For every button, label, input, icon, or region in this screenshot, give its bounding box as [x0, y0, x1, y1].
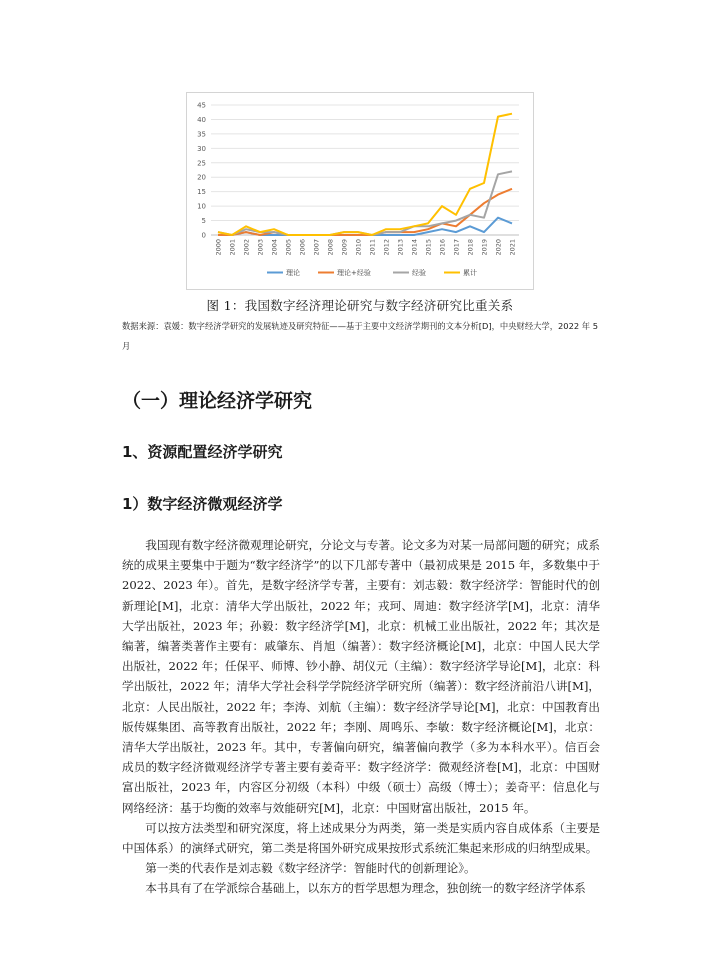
paragraph: 第一类的代表作是刘志毅《数字经济学：智能时代的创新理论》。 [145, 861, 476, 876]
y-tick-label: 45 [197, 101, 206, 110]
x-tick-label: 2020 [494, 239, 503, 256]
x-tick-label: 2014 [410, 239, 419, 256]
legend-label: 经验 [412, 269, 426, 277]
x-tick-label: 2017 [452, 239, 461, 256]
paragraph: 可以按方法类型和研究深度，将上述成果分为两类，第一类是实质内容自成体系（主要是中国体系）的演绎式研究，第二类是将国外研究成果按形式系统汇集起来形成的归纳型成果。 [122, 820, 600, 856]
y-tick-label: 35 [197, 130, 206, 139]
figure-caption: 图 1：我国数字经济理论研究与数字经济研究比重关系 [206, 298, 514, 313]
x-tick-label: 2007 [312, 239, 321, 256]
paragraph: 我国现有数字经济微观理论研究，分论文与专著。论文多为对某一局部问题的研究；成系统的成果主要集中于题为“数字经济学”的以下几部专著中（最初成果是 2015 年，多数集中于 2022、2023 年）。首先，是数字经济学专著，主要有：刘志毅：数字经济学：智能时代的创新理论[M]，北京：清华大学出版社，2022 年；戎珂、周迪：数字经济学[M]，北京：清华大学出版社，2023 年；孙毅：数字经济学[M]，北京：机械工业出版社，2022 年；其次是编著，编著类著作主要有：戚肇东、肖旭（编著）：数字经济概论[M]，北京：中国人民大学出版社，2022 年；任保平、师博、钞小静、胡仪元（主编）：数字经济学导论[M]，北京：科学出版社，2022 年；清华大学社会科学学院经济学研究所（编著）：数字经济前沿八讲[M]，北京：人民出版社，2022 年；李涛、刘航（主编）：数字经济学导论[M]，北京：中国教育出版传媒集团、高等教育出版社，2022 年；李刚、周鸣乐、李敏：数字经济概论[M]，北京：清华大学出版社，2023 年。其中，专著偏向研究，编著偏向教学（多为本科水平）。信百会成员的数字经济微观经济学专著主要有姜奇平：数字经济学：微观经济卷[M]，北京：中国财富出版社，2023 年，内容区分初级（本科）中级（硕士）高级（博士）；姜奇平：信息化与网络经济：基于均衡的效率与效能研究[M]，北京：中国财富出版社，2015 年。 [122, 538, 600, 815]
x-tick-label: 2006 [298, 239, 307, 256]
y-tick-label: 30 [197, 144, 206, 153]
x-tick-label: 2005 [284, 239, 293, 256]
paragraph: 本书具有了在学派综合基础上，以东方的哲学思想为理念，独创统一的数字经济学体系 [145, 881, 586, 896]
figure-source: 数据来源：袁媛：数字经济学研究的发展轨迹及研究特征——基于主要中文经济学期刊的文本分析[D]，中央财经大学，2022 年 5 月 [122, 321, 598, 351]
body-text [122, 535, 600, 899]
x-tick-label: 2010 [354, 239, 363, 256]
x-tick-label: 2012 [382, 239, 391, 256]
x-tick-label: 2015 [424, 239, 433, 256]
x-tick-label: 2003 [256, 239, 265, 256]
x-tick-label: 2021 [508, 239, 517, 256]
section-heading: （一）理论经济学研究 [122, 390, 313, 412]
x-tick-label: 2004 [270, 239, 279, 256]
y-tick-label: 5 [201, 217, 206, 226]
y-tick-label: 20 [197, 173, 206, 182]
x-tick-label: 2016 [438, 239, 447, 256]
legend-label: 理论+经验 [337, 269, 371, 277]
legend-label: 理论 [286, 269, 300, 277]
sub-subsection-heading: 1）数字经济微观经济学 [122, 495, 283, 513]
y-tick-label: 15 [197, 188, 206, 197]
x-tick-label: 2002 [242, 239, 251, 256]
y-tick-label: 40 [197, 115, 206, 124]
x-tick-label: 2000 [214, 239, 223, 256]
x-tick-label: 2019 [480, 239, 489, 256]
y-tick-label: 0 [201, 231, 206, 240]
chart-canvas [187, 93, 533, 289]
line-chart [186, 92, 534, 290]
legend-label: 累计 [463, 269, 477, 277]
x-tick-label: 2011 [368, 239, 377, 256]
y-tick-label: 10 [197, 202, 206, 211]
x-tick-label: 2001 [228, 239, 237, 256]
series-line-经验 [218, 171, 512, 235]
x-tick-label: 2008 [326, 239, 335, 256]
x-tick-label: 2013 [396, 239, 405, 256]
x-tick-label: 2018 [466, 239, 475, 256]
y-tick-label: 25 [197, 159, 206, 168]
subsection-heading: 1、资源配置经济学研究 [122, 443, 283, 461]
x-tick-label: 2009 [340, 239, 349, 256]
